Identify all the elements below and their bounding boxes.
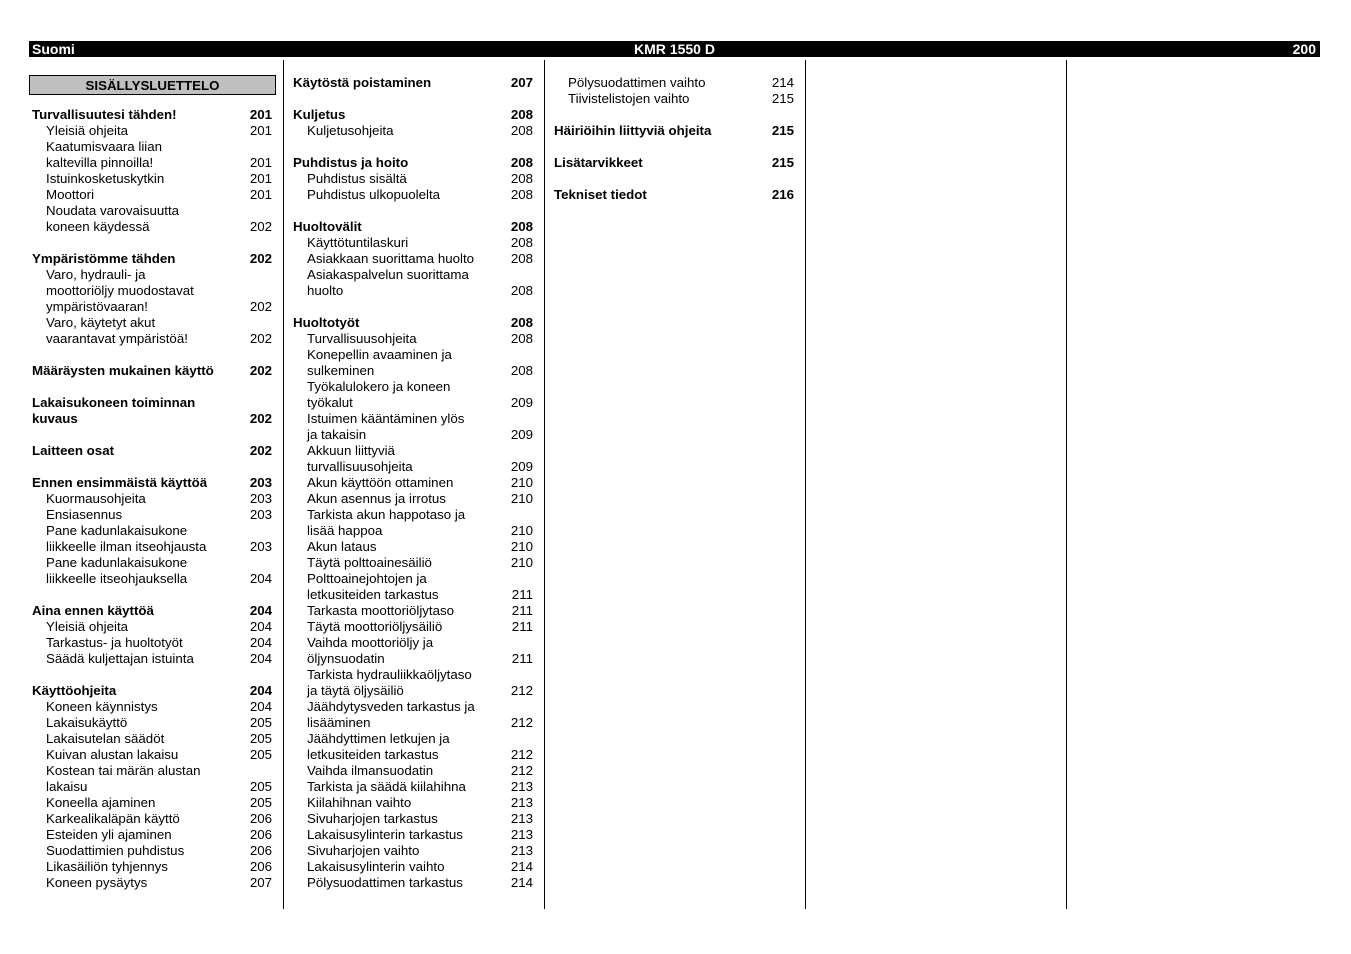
toc-page-number: 203 bbox=[249, 475, 272, 490]
toc-entry-title: Puhdistus ulkopuolelta bbox=[307, 187, 441, 202]
toc-subsection-entry[interactable] bbox=[293, 267, 533, 299]
toc-entry-title: sulkeminen bbox=[307, 363, 375, 378]
toc-page-number: 201 bbox=[249, 187, 272, 202]
toc-entry-title: Koneen käynnistys bbox=[46, 699, 158, 714]
toc-subsection-entry[interactable] bbox=[32, 619, 272, 635]
toc-entry-title: liikkeelle itseohjauksella bbox=[46, 571, 188, 586]
toc-subsection-entry[interactable] bbox=[32, 715, 272, 731]
toc-entry-title: Jäähdytysveden tarkastus ja bbox=[307, 699, 475, 714]
toc-subsection-entry[interactable] bbox=[32, 203, 272, 235]
toc-page-number: 203 bbox=[249, 491, 272, 506]
toc-entry-title: Polttoainejohtojen ja bbox=[307, 571, 427, 586]
toc-section-entry[interactable] bbox=[32, 251, 272, 267]
toc-section-entry[interactable] bbox=[554, 155, 794, 171]
toc-section-entry[interactable] bbox=[293, 315, 533, 331]
toc-page-number: 206 bbox=[249, 827, 272, 842]
toc-section-entry[interactable] bbox=[293, 219, 533, 235]
spacer bbox=[32, 459, 272, 475]
toc-subsection-entry[interactable] bbox=[32, 491, 272, 507]
toc-entry-title: Täytä polttoainesäiliö bbox=[307, 555, 432, 570]
toc-entry-title: koneen käydessä bbox=[46, 219, 150, 234]
toc-page-number: 211 bbox=[511, 603, 533, 618]
toc-subsection-entry[interactable] bbox=[32, 123, 272, 139]
toc-page-number: 215 bbox=[771, 123, 794, 138]
toc-page-number: 208 bbox=[510, 171, 533, 186]
toc-subsection-entry[interactable] bbox=[32, 171, 272, 187]
toc-entry-title: kaltevilla pinnoilla! bbox=[46, 155, 154, 170]
toc-entry-title: Täytä moottoriöljysäiliö bbox=[307, 619, 443, 634]
toc-subsection-entry[interactable] bbox=[32, 523, 272, 555]
toc-entry-title: Kuivan alustan lakaisu bbox=[46, 747, 179, 762]
toc-entry-title: lakaisu bbox=[46, 779, 88, 794]
toc-entry-title: Käyttötuntilaskuri bbox=[307, 235, 409, 250]
toc-entry-title: Yleisiä ohjeita bbox=[46, 619, 129, 634]
toc-entry-title: Tekniset tiedot bbox=[554, 187, 647, 202]
toc-entry-title: Sivuharjojen vaihto bbox=[307, 843, 420, 858]
toc-page-number: 214 bbox=[510, 875, 533, 890]
toc-entry-title: ympäristövaaran! bbox=[46, 299, 148, 314]
toc-subsection-entry[interactable] bbox=[32, 763, 272, 795]
toc-page-number: 208 bbox=[510, 107, 533, 122]
toc-page-number: 208 bbox=[510, 251, 533, 266]
toc-entry-title: Yleisiä ohjeita bbox=[46, 123, 129, 138]
toc-section-entry[interactable] bbox=[32, 107, 272, 123]
toc-subsection-entry[interactable] bbox=[293, 859, 533, 875]
toc-subsection-entry[interactable] bbox=[32, 731, 272, 747]
toc-entry-title: Asiakaspalvelun suorittama bbox=[307, 267, 469, 282]
toc-entry-title: Lakaisukäyttö bbox=[46, 715, 128, 730]
toc-entry-title: Tarkastus- ja huoltotyöt bbox=[46, 635, 183, 650]
toc-page-number: 205 bbox=[249, 731, 272, 746]
toc-page-number: 202 bbox=[249, 443, 272, 458]
toc-page-number: 210 bbox=[510, 555, 533, 570]
toc-entry-title: Aina ennen käyttöä bbox=[32, 603, 154, 618]
toc-page-number: 204 bbox=[249, 619, 272, 634]
toc-entry-title: Lakaisusylinterin vaihto bbox=[307, 859, 445, 874]
toc-page-number: 210 bbox=[510, 475, 533, 490]
toc-page-number: 205 bbox=[249, 795, 272, 810]
header-page-number: 200 bbox=[1292, 41, 1316, 57]
toc-page-number: 203 bbox=[249, 507, 272, 522]
toc-page-number: 210 bbox=[510, 523, 533, 538]
toc-section-entry[interactable] bbox=[293, 75, 533, 91]
toc-entry-title: Asiakkaan suorittama huolto bbox=[307, 251, 475, 266]
toc-subsection-entry[interactable] bbox=[293, 635, 533, 667]
toc-entry-title: Tarkista hydrauliikkaöljytaso bbox=[307, 667, 472, 682]
toc-section-entry[interactable] bbox=[32, 395, 272, 427]
page-header bbox=[29, 41, 1320, 57]
toc-entry-title: lisää happoa bbox=[307, 523, 383, 538]
toc-entry-title: Työkalulokero ja koneen bbox=[307, 379, 451, 394]
toc-subsection-entry[interactable] bbox=[32, 811, 272, 827]
toc-page-number: 207 bbox=[510, 75, 533, 90]
toc-entry-title: Kostean tai märän alustan bbox=[46, 763, 201, 778]
toc-page-number: 208 bbox=[510, 123, 533, 138]
toc-entry-title: Istuinkosketuskytkin bbox=[46, 171, 165, 186]
toc-page-number: 203 bbox=[249, 539, 272, 554]
toc-section-entry[interactable] bbox=[32, 603, 272, 619]
toc-page-number: 211 bbox=[511, 619, 533, 634]
toc-subsection-entry[interactable] bbox=[554, 75, 794, 91]
toc-page-number: 212 bbox=[510, 763, 533, 778]
toc-column-3 bbox=[554, 75, 794, 203]
toc-subsection-entry[interactable] bbox=[293, 843, 533, 859]
toc-entry-title: Varo, käytetyt akut bbox=[46, 315, 156, 330]
toc-subsection-entry[interactable] bbox=[293, 187, 533, 203]
toc-subsection-entry[interactable] bbox=[293, 795, 533, 811]
toc-entry-title: kuvaus bbox=[32, 411, 78, 426]
toc-subsection-entry[interactable] bbox=[293, 571, 533, 603]
toc-entry-title: Käyttöohjeita bbox=[32, 683, 117, 698]
spacer bbox=[554, 171, 794, 187]
toc-page-number: 208 bbox=[510, 331, 533, 346]
toc-subsection-entry[interactable] bbox=[32, 875, 272, 891]
column-divider bbox=[544, 60, 545, 909]
toc-subsection-entry[interactable] bbox=[293, 411, 533, 443]
header-language: Suomi bbox=[32, 41, 75, 57]
toc-entry-title: huolto bbox=[307, 283, 344, 298]
toc-entry-title: ja takaisin bbox=[307, 427, 367, 442]
spacer bbox=[32, 347, 272, 363]
toc-page-number: 208 bbox=[510, 235, 533, 250]
toc-page-number: 208 bbox=[510, 315, 533, 330]
toc-subsection-entry[interactable] bbox=[32, 699, 272, 715]
toc-entry-title: Lakaisutelan säädöt bbox=[46, 731, 165, 746]
toc-subsection-entry[interactable] bbox=[293, 491, 533, 507]
toc-entry-title: Häiriöihin liittyviä ohjeita bbox=[554, 123, 712, 138]
toc-entry-title: Puhdistus sisältä bbox=[307, 171, 407, 186]
toc-title: SISÄLLYSLUETTELO bbox=[29, 75, 276, 95]
toc-entry-title: liikkeelle ilman itseohjausta bbox=[46, 539, 207, 554]
toc-section-entry[interactable] bbox=[32, 475, 272, 491]
toc-page-number: 204 bbox=[249, 651, 272, 666]
toc-subsection-entry[interactable] bbox=[293, 331, 533, 347]
toc-entry-title: Jäähdyttimen letkujen ja bbox=[307, 731, 450, 746]
toc-section-entry[interactable] bbox=[32, 683, 272, 699]
toc-entry-title: Kuljetus bbox=[293, 107, 346, 122]
toc-page-number: 208 bbox=[510, 219, 533, 234]
toc-page-number: 206 bbox=[249, 811, 272, 826]
toc-page-number: 209 bbox=[510, 427, 533, 442]
toc-entry-title: Ensiasennus bbox=[46, 507, 123, 522]
toc-subsection-entry[interactable] bbox=[293, 779, 533, 795]
toc-entry-title: Huoltotyöt bbox=[293, 315, 360, 330]
toc-subsection-entry[interactable] bbox=[293, 171, 533, 187]
toc-page-number: 202 bbox=[249, 251, 272, 266]
toc-page-number: 213 bbox=[510, 779, 533, 794]
toc-page-number: 213 bbox=[510, 827, 533, 842]
toc-entry-title: Likasäiliön tyhjennys bbox=[46, 859, 168, 874]
toc-subsection-entry[interactable] bbox=[32, 635, 272, 651]
toc-page-number: 207 bbox=[249, 875, 272, 890]
toc-subsection-entry[interactable] bbox=[32, 843, 272, 859]
toc-entry-title: Käytöstä poistaminen bbox=[293, 75, 432, 90]
toc-entry-title: Pane kadunlakaisukone bbox=[46, 555, 188, 570]
toc-entry-title: Vaihda ilmansuodatin bbox=[307, 763, 434, 778]
toc-page-number: 205 bbox=[249, 715, 272, 730]
toc-entry-title: vaarantavat ympäristöä! bbox=[46, 331, 188, 346]
toc-subsection-entry[interactable] bbox=[293, 123, 533, 139]
toc-entry-title: Akun käyttöön ottaminen bbox=[307, 475, 454, 490]
toc-entry-title: Akun asennus ja irrotus bbox=[307, 491, 446, 506]
toc-subsection-entry[interactable] bbox=[293, 811, 533, 827]
toc-subsection-entry[interactable] bbox=[32, 651, 272, 667]
toc-entry-title: Vaihda moottoriöljy ja bbox=[307, 635, 434, 650]
spacer bbox=[554, 107, 794, 123]
toc-subsection-entry[interactable] bbox=[32, 859, 272, 875]
toc-entry-title: öljynsuodatin bbox=[307, 651, 385, 666]
toc-entry-title: Koneen pysäytys bbox=[46, 875, 148, 890]
toc-page-number: 201 bbox=[249, 107, 272, 122]
toc-subsection-entry[interactable] bbox=[293, 235, 533, 251]
toc-entry-title: Konepellin avaaminen ja bbox=[307, 347, 452, 362]
toc-entry-title: Tarkista ja säädä kiilahihna bbox=[307, 779, 466, 794]
toc-page-number: 216 bbox=[771, 187, 794, 202]
toc-entry-title: letkusiteiden tarkastus bbox=[307, 587, 439, 602]
toc-entry-title: Kiilahihnan vaihto bbox=[307, 795, 412, 810]
toc-subsection-entry[interactable] bbox=[32, 555, 272, 587]
spacer bbox=[554, 139, 794, 155]
column-divider bbox=[805, 60, 806, 909]
toc-page-number: 204 bbox=[249, 603, 272, 618]
toc-entry-title: Tarkista akun happotaso ja bbox=[307, 507, 466, 522]
toc-page-number: 210 bbox=[510, 491, 533, 506]
toc-page-number: 205 bbox=[249, 747, 272, 762]
toc-entry-title: Laitteen osat bbox=[32, 443, 115, 458]
spacer bbox=[293, 91, 533, 107]
toc-entry-title: Lisätarvikkeet bbox=[554, 155, 643, 170]
toc-subsection-entry[interactable] bbox=[293, 603, 533, 619]
toc-subsection-entry[interactable] bbox=[293, 251, 533, 267]
toc-entry-title: Pane kadunlakaisukone bbox=[46, 523, 188, 538]
toc-entry-title: Pölysuodattimen tarkastus bbox=[307, 875, 463, 890]
spacer bbox=[293, 299, 533, 315]
toc-subsection-entry[interactable] bbox=[293, 619, 533, 635]
spacer bbox=[32, 235, 272, 251]
toc-page-number: 206 bbox=[249, 843, 272, 858]
toc-subsection-entry[interactable] bbox=[293, 731, 533, 763]
toc-page-number: 202 bbox=[249, 219, 272, 234]
toc-entry-title: Lakaisusylinterin tarkastus bbox=[307, 827, 463, 842]
toc-entry-title: Koneella ajaminen bbox=[46, 795, 156, 810]
toc-page-number: 204 bbox=[249, 635, 272, 650]
toc-section-entry[interactable] bbox=[293, 155, 533, 171]
toc-entry-title: Kuljetusohjeita bbox=[307, 123, 394, 138]
header-model: KMR 1550 D bbox=[634, 41, 715, 57]
toc-subsection-entry[interactable] bbox=[32, 507, 272, 523]
toc-subsection-entry[interactable] bbox=[32, 187, 272, 203]
toc-page-number: 211 bbox=[511, 651, 533, 666]
toc-entry-title: Lakaisukoneen toiminnan bbox=[32, 395, 196, 410]
toc-entry-title: Noudata varovaisuutta bbox=[46, 203, 180, 218]
toc-subsection-entry[interactable] bbox=[32, 315, 272, 347]
toc-entry-title: Istuimen kääntäminen ylös bbox=[307, 411, 465, 426]
toc-column-1 bbox=[32, 107, 272, 891]
toc-page-number: 201 bbox=[249, 171, 272, 186]
toc-entry-title: Turvallisuusohjeita bbox=[307, 331, 417, 346]
toc-entry-title: Akkuun liittyviä bbox=[307, 443, 395, 458]
toc-entry-title: työkalut bbox=[307, 395, 353, 410]
toc-subsection-entry[interactable] bbox=[293, 379, 533, 411]
toc-page-number: 208 bbox=[510, 155, 533, 170]
toc-page-number: 208 bbox=[510, 363, 533, 378]
toc-section-entry[interactable] bbox=[32, 363, 272, 379]
toc-subsection-entry[interactable] bbox=[293, 539, 533, 555]
spacer bbox=[32, 587, 272, 603]
spacer bbox=[32, 667, 272, 683]
toc-entry-title: Pölysuodattimen vaihto bbox=[568, 75, 706, 90]
toc-entry-title: Säädä kuljettajan istuinta bbox=[46, 651, 194, 666]
toc-page-number: 215 bbox=[771, 155, 794, 170]
toc-page-number: 211 bbox=[511, 587, 533, 602]
toc-entry-title: Akun lataus bbox=[307, 539, 377, 554]
toc-page-number: 208 bbox=[510, 187, 533, 202]
toc-page-number: 201 bbox=[249, 155, 272, 170]
toc-entry-title: Suodattimien puhdistus bbox=[46, 843, 185, 858]
toc-subsection-entry[interactable] bbox=[32, 267, 272, 315]
toc-subsection-entry[interactable] bbox=[293, 555, 533, 571]
column-divider bbox=[283, 60, 284, 909]
toc-entry-title: Puhdistus ja hoito bbox=[293, 155, 409, 170]
toc-page-number: 202 bbox=[249, 363, 272, 378]
toc-entry-title: moottoriöljy muodostavat bbox=[46, 283, 194, 298]
toc-entry-title: lisääminen bbox=[307, 715, 371, 730]
toc-section-entry[interactable] bbox=[554, 187, 794, 203]
toc-subsection-entry[interactable] bbox=[32, 747, 272, 763]
toc-page-number: 213 bbox=[510, 843, 533, 858]
toc-subsection-entry[interactable] bbox=[293, 699, 533, 731]
toc-subsection-entry[interactable] bbox=[293, 475, 533, 491]
toc-entry-title: Turvallisuutesi tähden! bbox=[32, 107, 177, 122]
toc-entry-title: Ennen ensimmäistä käyttöä bbox=[32, 475, 208, 490]
toc-page-number: 202 bbox=[249, 299, 272, 314]
toc-entry-title: Sivuharjojen tarkastus bbox=[307, 811, 438, 826]
toc-subsection-entry[interactable] bbox=[32, 139, 272, 171]
toc-entry-title: Tarkasta moottoriöljytaso bbox=[307, 603, 455, 618]
toc-subsection-entry[interactable] bbox=[32, 795, 272, 811]
toc-subsection-entry[interactable] bbox=[293, 667, 533, 699]
toc-entry-title: Esteiden yli ajaminen bbox=[46, 827, 172, 842]
toc-page-number: 212 bbox=[510, 747, 533, 762]
toc-page-number: 212 bbox=[510, 715, 533, 730]
spacer bbox=[32, 427, 272, 443]
toc-page-number: 210 bbox=[510, 539, 533, 554]
column-divider bbox=[1066, 60, 1067, 909]
toc-column-2 bbox=[293, 75, 533, 891]
toc-subsection-entry[interactable] bbox=[293, 763, 533, 779]
toc-page-number: 213 bbox=[510, 811, 533, 826]
toc-section-entry[interactable] bbox=[293, 107, 533, 123]
toc-entry-title: Moottori bbox=[46, 187, 95, 202]
toc-section-entry[interactable] bbox=[32, 443, 272, 459]
toc-entry-title: Kuormausohjeita bbox=[46, 491, 146, 506]
toc-page-number: 214 bbox=[771, 75, 794, 90]
toc-subsection-entry[interactable] bbox=[293, 443, 533, 475]
toc-page-number: 214 bbox=[510, 859, 533, 874]
toc-page-number: 204 bbox=[249, 571, 272, 586]
toc-section-entry[interactable] bbox=[554, 123, 794, 139]
toc-entry-title: Tiivistelistojen vaihto bbox=[568, 91, 690, 106]
toc-subsection-entry[interactable] bbox=[293, 347, 533, 379]
toc-entry-title: Ympäristömme tähden bbox=[32, 251, 176, 266]
toc-entry-title: Määräysten mukainen käyttö bbox=[32, 363, 214, 378]
toc-page-number: 205 bbox=[249, 779, 272, 794]
toc-page-number: 212 bbox=[510, 683, 533, 698]
toc-entry-title: Varo, hydrauli- ja bbox=[46, 267, 146, 282]
toc-entry-title: Kaatumisvaara liian bbox=[46, 139, 163, 154]
toc-page-number: 209 bbox=[510, 395, 533, 410]
toc-page-number: 206 bbox=[249, 859, 272, 874]
toc-page-number: 201 bbox=[249, 123, 272, 138]
toc-page-number: 208 bbox=[510, 283, 533, 298]
toc-subsection-entry[interactable] bbox=[293, 827, 533, 843]
spacer bbox=[293, 139, 533, 155]
toc-entry-title: ja täytä öljysäiliö bbox=[307, 683, 404, 698]
toc-subsection-entry[interactable] bbox=[32, 827, 272, 843]
spacer bbox=[32, 379, 272, 395]
toc-entry-title: Huoltovälit bbox=[293, 219, 362, 234]
toc-page-number: 209 bbox=[510, 459, 533, 474]
toc-page-number: 202 bbox=[249, 411, 272, 426]
toc-page-number: 204 bbox=[249, 699, 272, 714]
toc-page-number: 213 bbox=[510, 795, 533, 810]
toc-page-number: 215 bbox=[771, 91, 794, 106]
toc-page-number: 204 bbox=[249, 683, 272, 698]
toc-subsection-entry[interactable] bbox=[293, 507, 533, 539]
toc-page-number: 202 bbox=[249, 331, 272, 346]
toc-entry-title: Karkealikaläpän käyttö bbox=[46, 811, 180, 826]
toc-entry-title: letkusiteiden tarkastus bbox=[307, 747, 439, 762]
toc-subsection-entry[interactable] bbox=[554, 91, 794, 107]
toc-entry-title: turvallisuusohjeita bbox=[307, 459, 413, 474]
toc-subsection-entry[interactable] bbox=[293, 875, 533, 891]
spacer bbox=[293, 203, 533, 219]
